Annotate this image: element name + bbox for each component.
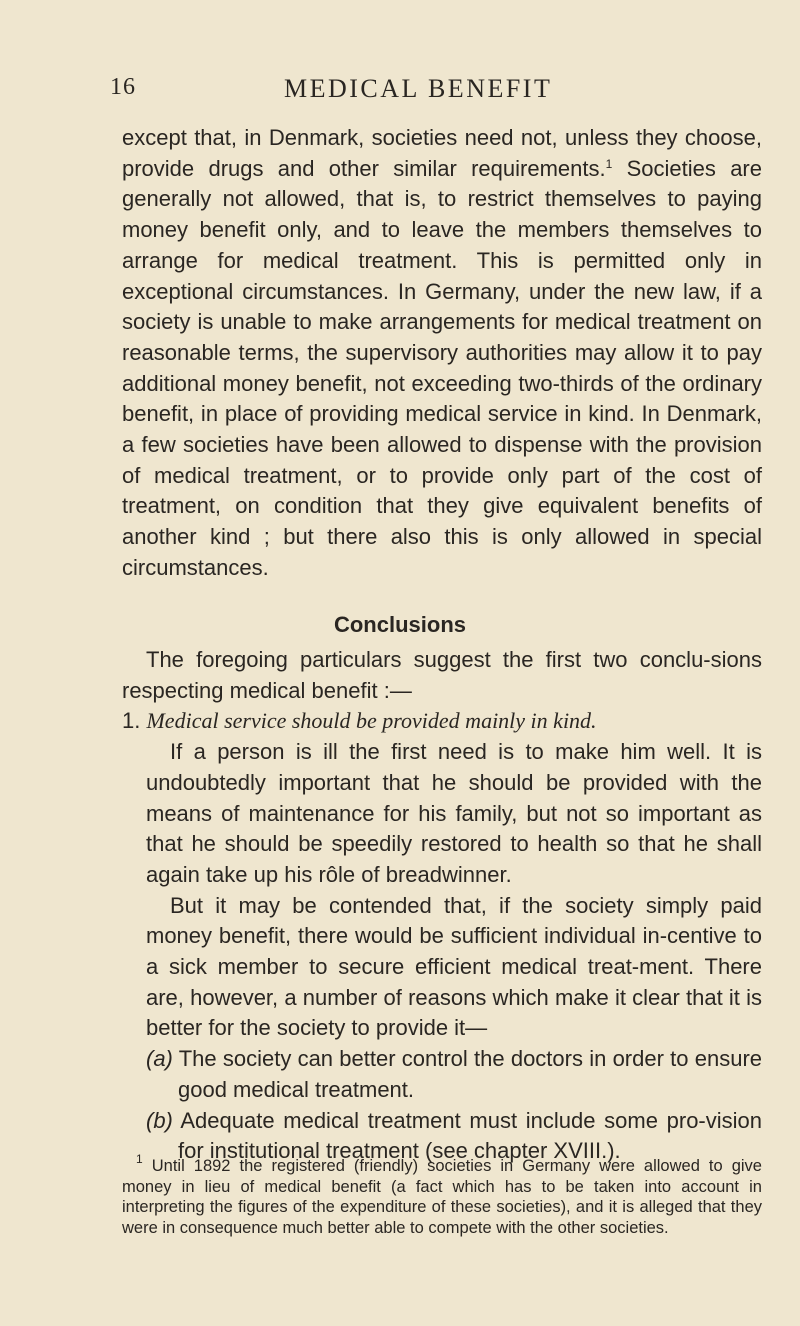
- reason-a: [146, 1044, 762, 1105]
- reason-text: The society can better control the doctors in order to ensure good medical treatment.: [178, 1046, 763, 1102]
- page-number: 16: [110, 74, 136, 100]
- footnote-mark: 1: [136, 1152, 143, 1166]
- reason-mark: (a): [146, 1046, 173, 1072]
- conclusions-section: [122, 645, 762, 1167]
- opening-paragraph: [122, 123, 762, 584]
- item-paragraph-1: If a person is ill the first need is to make him well. It is undoubtedly important that he should be provided with the means of maintenance for his family, but not so important as that he should be speedily restored to health so that he shall again take up his rôle of breadwinner.: [146, 739, 762, 887]
- conclusion-item-1: [122, 706, 762, 737]
- section-intro: The foregoing particulars suggest the first two conclu-sions respecting medical benefit :—: [122, 647, 762, 703]
- footnote-text: Until 1892 the registered (friendly) societies in Germany were allowed to give money in lieu of medical benefit (a fact which has to be taken into account in interpreting the figures of the expenditure of these societies), and it is alleged that they were in consequence much better able to compete with the other societies.: [122, 1157, 762, 1237]
- section-heading: Conclusions: [333, 612, 466, 637]
- running-title: MEDICAL BENEFIT: [284, 74, 553, 103]
- running-head: [0, 74, 800, 114]
- item-title: Medical service should be provided mainly in kind.: [146, 708, 597, 734]
- paragraph-text-continued: Societies are generally not allowed, that is, to restrict themselves to paying money benefit only, and to leave the members themselves to arrange for medical treatment. This is permitted only in exceptional circumstances. In Germany, under the new law, if a society is unable to make arrangements for medical treatment on reasonable terms, the supervisory authorities may allow it to pay additional money benefit, not exceeding two-thirds of the ordinary benefit, in place of providing medical service in kind. In Denmark, a few societies have been allowed to dispense with the provision of medical treatment, or to provide only part of the cost of treatment, on condition that they give equivalent benefits of another kind ; but there also this is only allowed in special circumstances.: [122, 155, 762, 580]
- item-paragraph-2: But it may be contended that, if the society simply paid money benefit, there would be sufficient individual in-centive to a sick member to secure efficient medical treat-ment. There are, however, a number of reasons which make it clear that it is better for the society to provide it—: [146, 892, 762, 1041]
- item-number: 1.: [122, 708, 141, 734]
- footnote: [122, 1152, 762, 1238]
- paragraph-text: except that, in Denmark, societies need not, unless they choose, provide drugs and other similar requirements.: [122, 125, 762, 181]
- reason-mark: (b): [146, 1107, 173, 1133]
- reason-text: Adequate medical treatment must include some pro-vision for institutional treatment (see chapter XVIII.).: [178, 1107, 762, 1164]
- footnote-reference: 1: [605, 156, 613, 171]
